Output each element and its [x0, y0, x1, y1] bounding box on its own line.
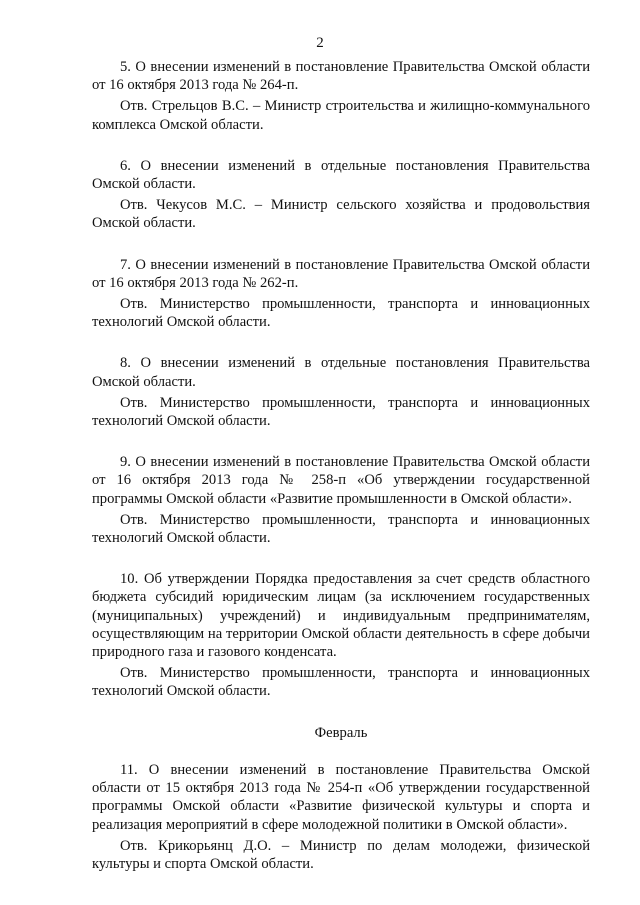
agenda-item-8 — [92, 354, 590, 430]
agenda-item-text: 6. О внесении изменений в отдельные постановления Правительства Омской области. — [92, 157, 590, 193]
agenda-item-6 — [92, 157, 590, 233]
agenda-item-responsible: Отв. Министерство промышленности, транспорта и инновационных технологий Омской области. — [92, 296, 590, 331]
agenda-item-responsible: Отв. Стрельцов В.С. – Министр строительства и жилищно-коммунального комплекса Омской области. — [92, 98, 590, 133]
agenda-item-text: 7. О внесении изменений в постановление Правительства Омской области от 16 октября 2013 года № 262-п. — [92, 256, 590, 291]
agenda-item-11 — [92, 761, 590, 873]
agenda-item-text: 5. О внесении изменений в постановление Правительства Омской области от 16 октября 2013 года № 264-п. — [92, 59, 590, 94]
agenda-item-5 — [92, 58, 590, 134]
agenda-item-9 — [92, 453, 590, 547]
agenda-item-responsible: Отв. Крикорьянц Д.О. – Министр по делам молодежи, физической культуры и спорта Омской области. — [92, 837, 590, 872]
agenda-item-text: 11. О внесении изменений в постановление Правительства Омской области от 15 октября 2013 года № 254-п «Об утверждении государственной программы Омской области «Развитие физической культуры и спорта и реализация мероприятий в сфере молодежной политики в Омской области». — [92, 761, 590, 833]
document-body — [92, 58, 590, 896]
agenda-item-7 — [92, 256, 590, 332]
month-heading: Февраль — [314, 724, 368, 741]
agenda-item-responsible: Отв. Министерство промышленности, транспорта и инновационных технологий Омской области. — [92, 394, 590, 430]
agenda-item-responsible: Отв. Министерство промышленности, транспорта и инновационных технологий Омской области. — [92, 665, 590, 700]
agenda-item-text: 10. Об утверждении Порядка предоставления за счет средств областного бюджета субсидий юридическим лицам (за исключением государственных (муниципальных) учреждений) и индивидуальным предпринимателям, осуществляющим на территории Омской области деятельность в сфере добычи природного газа и газового конденсата. — [92, 571, 590, 661]
agenda-item-10 — [92, 570, 590, 700]
agenda-item-text: 9. О внесении изменений в постановление Правительства Омской области от 16 октября 2013 года № 258-п «Об утверждении государственной программы Омской области «Развитие промышленности в Омской области». — [92, 454, 590, 507]
agenda-item-responsible: Отв. Министерство промышленности, транспорта и инновационных технологий Омской области. — [92, 511, 590, 547]
page-number: 2 — [316, 35, 324, 51]
agenda-item-responsible: Отв. Чекусов М.С. – Министр сельского хозяйства и продовольствия Омской области. — [92, 197, 590, 232]
agenda-item-text: 8. О внесении изменений в отдельные постановления Правительства Омской области. — [92, 355, 590, 390]
